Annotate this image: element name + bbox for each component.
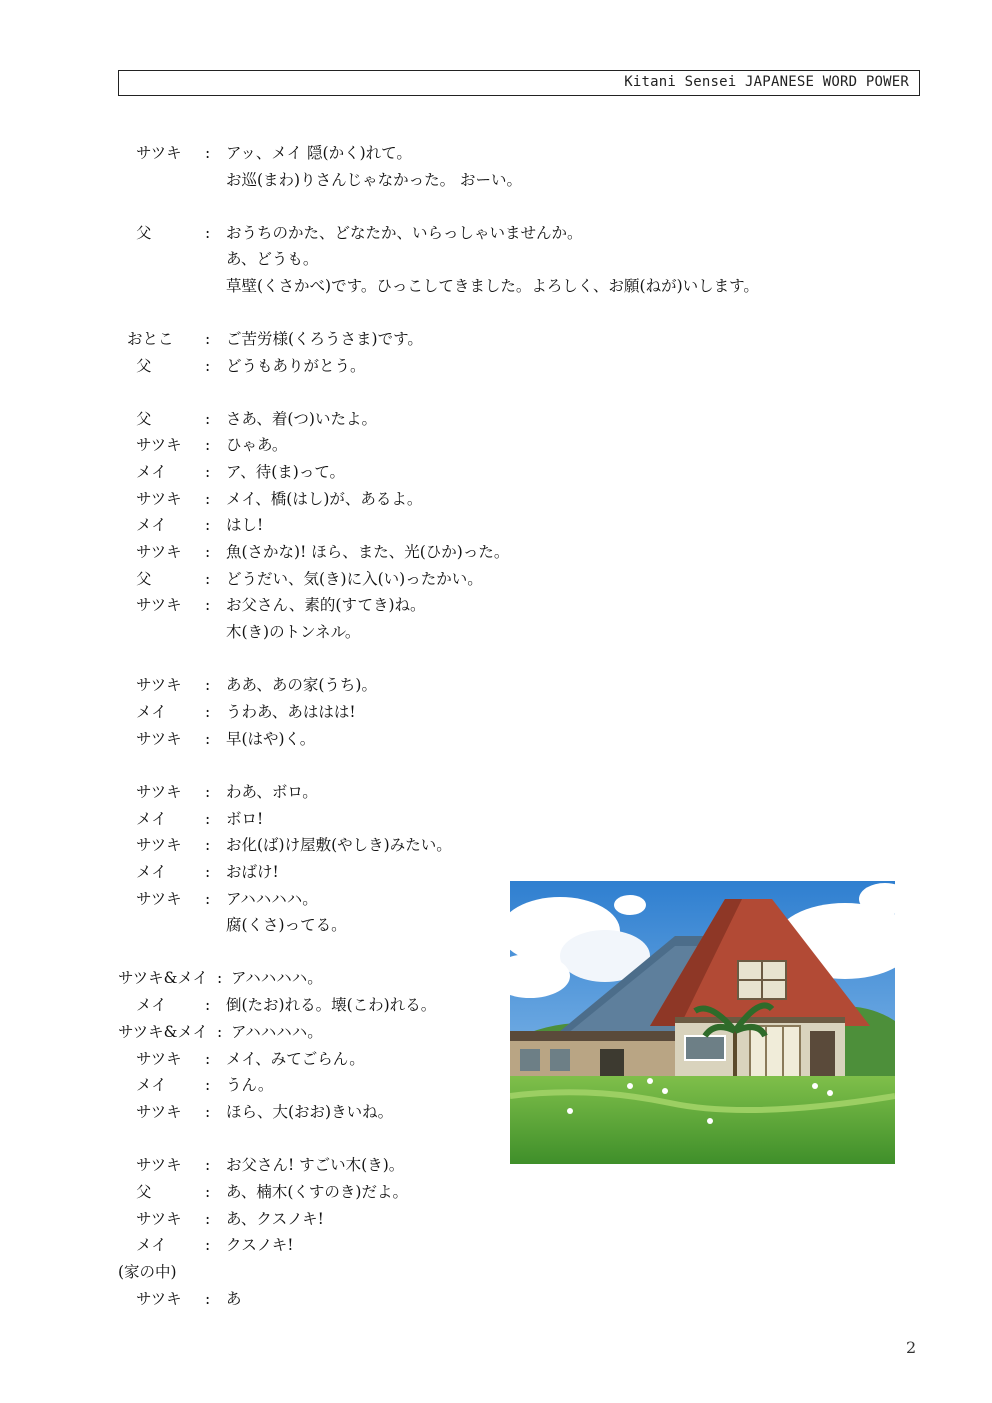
dialogue-line [0, 459, 992, 485]
dialogue-line [0, 406, 992, 432]
dialogue-line [0, 672, 992, 698]
speaker-separator: : [205, 516, 211, 534]
speaker-name: サツキ [136, 144, 182, 162]
dialogue-text: あ、どうも。 [226, 250, 319, 268]
dialogue-text: あ、楠木(くすのき)だよ。 [226, 1183, 408, 1201]
speaker-separator: : [205, 836, 211, 854]
dialogue-line [0, 246, 992, 272]
speaker-separator: : [205, 1076, 211, 1094]
dialogue-line [0, 832, 992, 858]
dialogue-text: 腐(くさ)ってる。 [226, 916, 347, 934]
dialogue-line [0, 353, 992, 379]
speaker-separator: : [205, 1050, 211, 1068]
dialogue-text: ご苦労様(くろうさま)です。 [226, 330, 423, 348]
speaker-name: 父 [136, 570, 152, 588]
dialogue-text: ア、待(ま)って。 [226, 463, 346, 481]
dialogue-line [0, 566, 992, 592]
dialogue-text: お化(ば)け屋敷(やしき)みたい。 [226, 836, 452, 854]
dialogue-line [0, 273, 992, 299]
dialogue-line [0, 432, 992, 458]
dialogue-text: うわあ、あははは! [226, 703, 356, 721]
dialogue-line [0, 1179, 992, 1205]
dialogue-line [0, 699, 992, 725]
speaker-separator: : [205, 144, 211, 162]
speaker-separator: : [217, 1023, 223, 1041]
speaker-separator: : [205, 676, 211, 694]
speaker-separator: : [205, 1210, 211, 1228]
speaker-name: サツキ [136, 1156, 182, 1174]
dialogue-line [0, 167, 992, 193]
dialogue-text: わあ、ボロ。 [226, 783, 318, 801]
speaker-separator: : [205, 1183, 211, 1201]
dialogue-text: 草壁(くさかべ)です。ひっこしてきました。よろしく、お願(ねが)いします。 [226, 277, 759, 295]
dialogue-line [0, 140, 992, 166]
speaker-name: メイ [136, 810, 167, 828]
dialogue-text: アハハハハ。 [231, 969, 323, 987]
speaker-separator: : [205, 810, 211, 828]
dialogue-line [0, 486, 992, 512]
dialogue-line [0, 726, 992, 752]
speaker-separator: : [205, 570, 211, 588]
speaker-separator: : [205, 996, 211, 1014]
speaker-name: サツキ [136, 676, 182, 694]
speaker-name: 父 [136, 357, 152, 375]
speaker-name: サツキ [136, 783, 182, 801]
dialogue-text: あ、クスノキ! [226, 1210, 324, 1228]
speaker-name: メイ [136, 1236, 167, 1254]
dialogue-line [0, 806, 992, 832]
speaker-name: メイ [136, 1076, 167, 1094]
dialogue-line [0, 539, 992, 565]
speaker-name: サツキ [136, 436, 182, 454]
speaker-name: 父 [136, 1183, 152, 1201]
speaker-name: 父 [136, 410, 152, 428]
speaker-separator: : [205, 357, 211, 375]
dialogue-line [0, 1206, 992, 1232]
dialogue-text: お父さん! すごい木(き)。 [226, 1156, 405, 1174]
speaker-name: 父 [136, 224, 152, 242]
speaker-separator: : [205, 783, 211, 801]
dialogue-text: 木(き)のトンネル。 [226, 623, 361, 641]
speaker-name: (家の中) [118, 1263, 177, 1281]
dialogue-text: お父さん、素的(すてき)ね。 [226, 596, 426, 614]
speaker-name: サツキ [136, 1050, 182, 1068]
dialogue-text: おうちのかた、どなたか、いらっしゃいませんか。 [226, 224, 583, 242]
speaker-separator: : [205, 596, 211, 614]
dialogue-text: ああ、あの家(うち)。 [226, 676, 377, 694]
dialogue-text: 早(はや)く。 [226, 730, 316, 748]
speaker-name: サツキ [136, 890, 182, 908]
house-illustration [510, 881, 895, 1164]
dialogue-line [0, 1286, 992, 1312]
speaker-name: サツキ [136, 1290, 182, 1308]
page-header [118, 70, 920, 96]
speaker-name: メイ [136, 516, 167, 534]
speaker-separator: : [205, 890, 211, 908]
dialogue-text: クスノキ! [226, 1236, 294, 1254]
speaker-separator: : [217, 969, 223, 987]
speaker-separator: : [205, 463, 211, 481]
dialogue-line [0, 220, 992, 246]
speaker-separator: : [205, 863, 211, 881]
speaker-name: メイ [136, 863, 167, 881]
speaker-name: メイ [136, 996, 167, 1014]
dialogue-text: どうだい、気(き)に入(い)ったかい。 [226, 570, 483, 588]
speaker-separator: : [205, 1290, 211, 1308]
speaker-name: サツキ [136, 1103, 182, 1121]
dialogue-text: ボロ! [226, 810, 264, 828]
speaker-name: メイ [136, 463, 167, 481]
dialogue-text: さあ、着(つ)いたよ。 [226, 410, 377, 428]
dialogue-text: お巡(まわ)りさんじゃなかった。 おーい。 [226, 171, 523, 189]
header-title: Kitani Sensei JAPANESE WORD POWER [624, 74, 909, 90]
dialogue-line [0, 1259, 992, 1285]
speaker-separator: : [205, 1236, 211, 1254]
dialogue-text: ひゃあ。 [226, 436, 288, 454]
dialogue-text: 倒(たお)れる。壊(こわ)れる。 [226, 996, 437, 1014]
speaker-separator: : [205, 436, 211, 454]
dialogue-text: おばけ! [226, 863, 279, 881]
dialogue-text: メイ、みてごらん。 [226, 1050, 365, 1068]
dialogue-text: はし! [226, 516, 264, 534]
dialogue-line [0, 779, 992, 805]
dialogue-line [0, 592, 992, 618]
speaker-separator: : [205, 490, 211, 508]
dialogue-line [0, 619, 992, 645]
speaker-name: サツキ [136, 836, 182, 854]
speaker-name: サツキ [136, 543, 182, 561]
speaker-separator: : [205, 224, 211, 242]
speaker-separator: : [205, 330, 211, 348]
speaker-name: サツキ [136, 596, 182, 614]
speaker-name: サツキ [136, 730, 182, 748]
speaker-separator: : [205, 410, 211, 428]
speaker-name: サツキ [136, 1210, 182, 1228]
speaker-name: サツキ [136, 490, 182, 508]
dialogue-text: メイ、橋(はし)が、あるよ。 [226, 490, 423, 508]
dialogue-text: アハハハハ。 [226, 890, 318, 908]
dialogue-line [0, 1232, 992, 1258]
dialogue-text: 魚(さかな)! ほら、また、光(ひか)った。 [226, 543, 510, 561]
speaker-name: サツキ&メイ [118, 969, 209, 987]
dialogue-line [0, 326, 992, 352]
dialogue-text: ほら、大(おお)きいね。 [226, 1103, 394, 1121]
speaker-name: メイ [136, 703, 167, 721]
dialogue-text: うん。 [226, 1076, 274, 1094]
speaker-name: おとこ [127, 330, 174, 348]
speaker-separator: : [205, 730, 211, 748]
dialogue-line [0, 512, 992, 538]
speaker-name: サツキ&メイ [118, 1023, 209, 1041]
speaker-separator: : [205, 1156, 211, 1174]
speaker-separator: : [205, 703, 211, 721]
dialogue-text: どうもありがとう。 [226, 357, 366, 375]
speaker-separator: : [205, 1103, 211, 1121]
dialogue-text: アハハハハ。 [231, 1023, 323, 1041]
dialogue-text: あ [226, 1290, 242, 1308]
dialogue-text: アッ、メイ 隠(かく)れて。 [226, 144, 412, 162]
speaker-separator: : [205, 543, 211, 561]
page-number: 2 [906, 1338, 917, 1357]
